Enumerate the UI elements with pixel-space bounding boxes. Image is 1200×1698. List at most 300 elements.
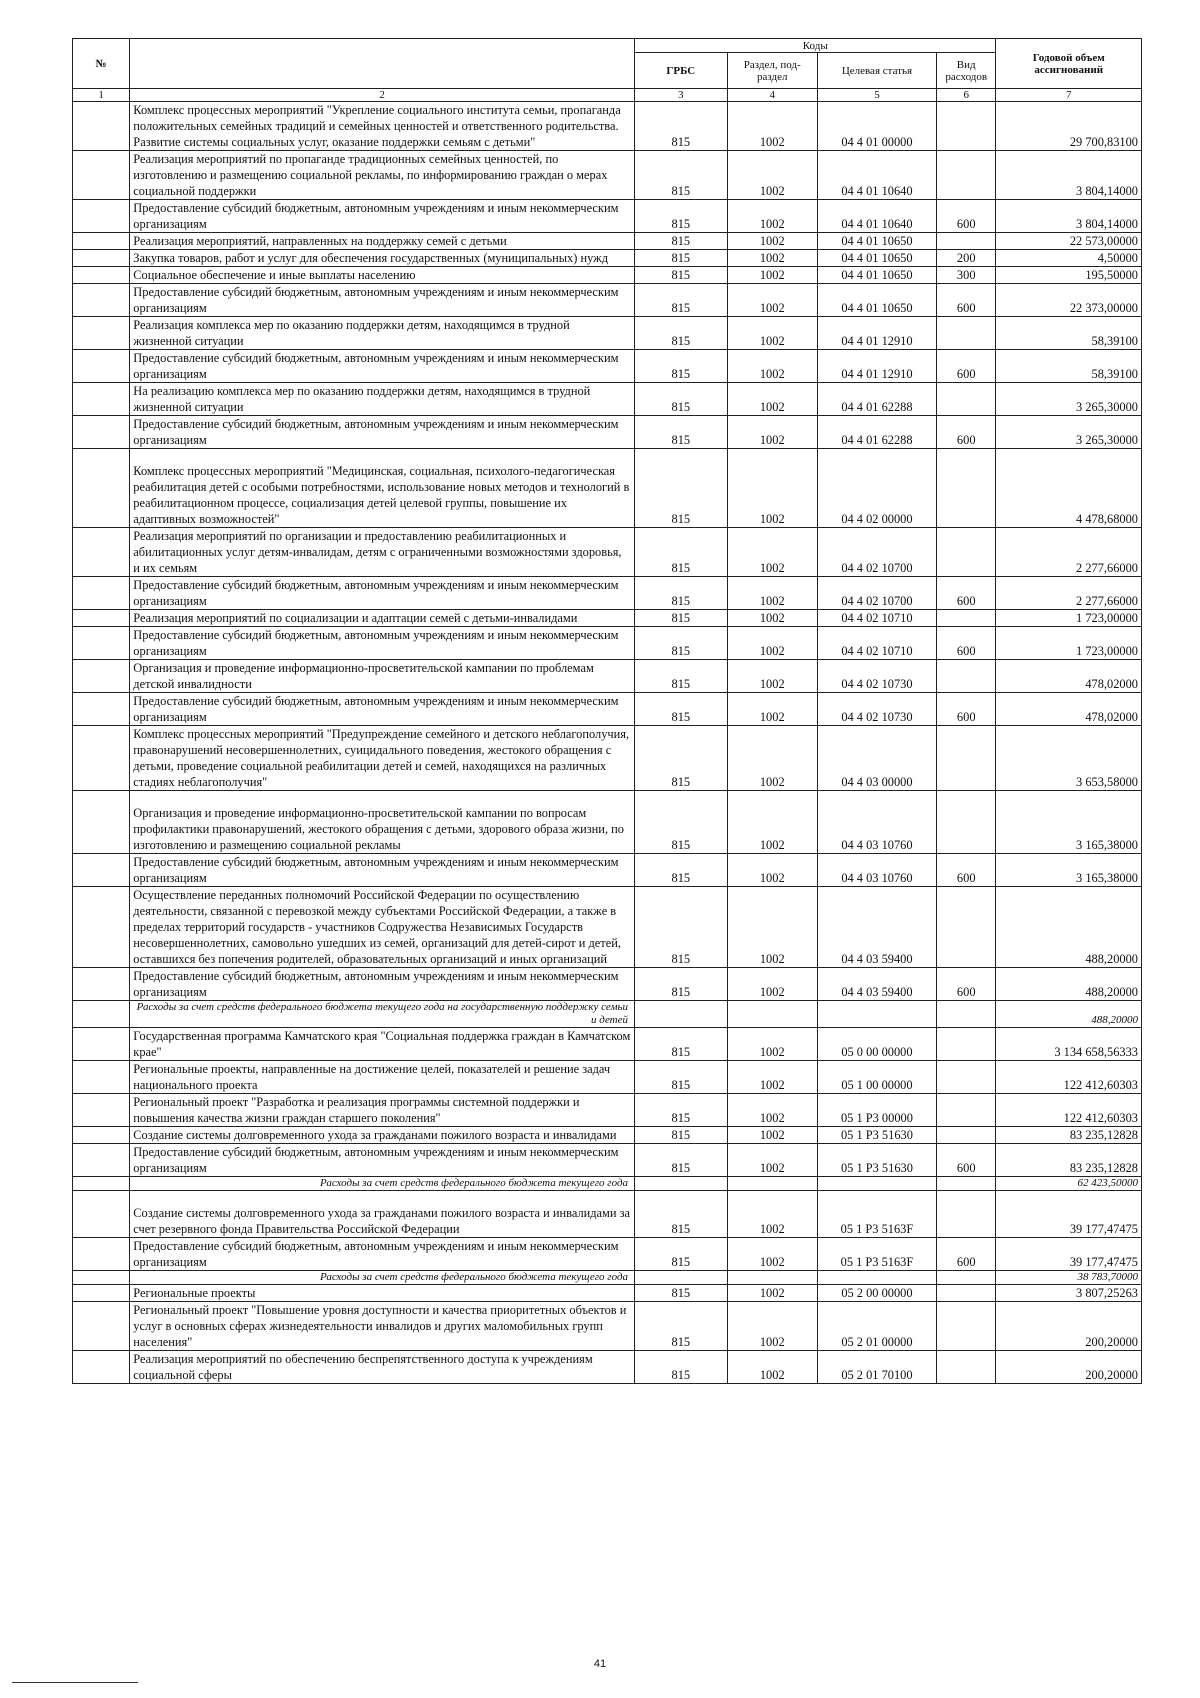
item-name: Комплекс процессных мероприятий "Укрепление социального института семьи, пропаганда положительных семейных традиций и семейных ценностей и ответственного родительства. Развитие системы социальных услуг, оказание поддержки семьям с детьми" [130,102,635,151]
table-row [73,1094,1142,1127]
expense-type-code [936,660,996,693]
target-code: 04 4 03 00000 [817,726,936,791]
item-name: Региональный проект "Разработка и реализация программы системной поддержки и повышения качества жизни граждан старшего поколения" [130,1094,635,1127]
expense-type-code [936,1127,996,1144]
section-code [727,1177,817,1191]
table-row [73,449,1142,528]
grbs-code: 815 [635,693,728,726]
annual-header: Годовой объем ассигнований [996,39,1142,89]
item-name: Социальное обеспечение и иные выплаты населению [130,267,635,284]
amount: 3 804,14000 [996,200,1142,233]
grbs-code [635,1271,728,1285]
amount: 3 165,38000 [996,791,1142,854]
amount: 195,50000 [996,267,1142,284]
row-number-cell [73,1191,130,1238]
table-row [73,233,1142,250]
table-row [73,968,1142,1001]
target-code: 05 2 01 00000 [817,1302,936,1351]
row-number-cell [73,1285,130,1302]
amount: 39 177,47475 [996,1238,1142,1271]
amount: 3 134 658,56333 [996,1028,1142,1061]
table-row [73,250,1142,267]
grbs-code: 815 [635,1191,728,1238]
item-name: Реализация мероприятий, направленных на поддержку семей с детьми [130,233,635,250]
expense-type-code [936,528,996,577]
amount: 83 235,12828 [996,1144,1142,1177]
amount: 3 165,38000 [996,854,1142,887]
expense-type-code [936,1061,996,1094]
grbs-code: 815 [635,660,728,693]
row-number-cell [73,791,130,854]
expense-type-code [936,1094,996,1127]
codes-header: Коды [635,39,996,53]
item-name: Организация и проведение информационно-просветительской кампании по вопросам профилактики правонарушений, жестокого обращения с детьми, здорового образа жизни, по изготовлению и размещению социальной рекламы [130,791,635,854]
expense-type-code [936,383,996,416]
expense-type-code [936,726,996,791]
expense-type-code: 600 [936,968,996,1001]
expense-type-code [936,610,996,627]
row-number-cell [73,1061,130,1094]
item-name: Региональные проекты [130,1285,635,1302]
col-num-header: № [73,39,130,89]
budget-table [72,38,1142,1384]
row-number-cell [73,1001,130,1028]
row-number-cell [73,854,130,887]
row-number-cell [73,1177,130,1191]
grbs-code: 815 [635,528,728,577]
note-row [73,1177,1142,1191]
section-code: 1002 [727,416,817,449]
amount: 488,20000 [996,887,1142,968]
table-row [73,528,1142,577]
expense-type-code: 600 [936,854,996,887]
section-code: 1002 [727,693,817,726]
amount: 122 412,60303 [996,1094,1142,1127]
section-header: Раздел, под-раздел [727,53,817,89]
section-code: 1002 [727,1351,817,1384]
item-name: Предоставление субсидий бюджетным, автономным учреждениям и иным некоммерческим организациям [130,350,635,383]
item-name: Комплекс процессных мероприятий "Предупреждение семейного и детского неблагополучия, правонарушений несовершеннолетних, суицидального поведения, жестокого обращения с детьми, проведение социальной реабилитации детей и семей, находящихся на различных стадиях неблагополучия" [130,726,635,791]
grbs-code: 815 [635,1285,728,1302]
grbs-code: 815 [635,284,728,317]
target-code: 04 4 01 10640 [817,200,936,233]
amount: 3 265,30000 [996,416,1142,449]
item-name: Организация и проведение информационно-просветительской кампании по проблемам детской инвалидности [130,660,635,693]
expense-type-code [936,1191,996,1238]
expense-type-code [936,233,996,250]
target-code: 04 4 01 10650 [817,267,936,284]
expense-type-code [936,1351,996,1384]
amount: 58,39100 [996,317,1142,350]
grbs-code: 815 [635,887,728,968]
amount: 29 700,83100 [996,102,1142,151]
target-code: 05 1 P3 5163F [817,1191,936,1238]
target-code: 04 4 02 10730 [817,660,936,693]
item-name: Реализация мероприятий по социализации и адаптации семей с детьми-инвалидами [130,610,635,627]
table-row [73,1238,1142,1271]
target-code: 04 4 01 00000 [817,102,936,151]
column-number: 6 [936,89,996,102]
row-number-cell [73,1127,130,1144]
target-code: 05 1 P3 51630 [817,1127,936,1144]
row-number-cell [73,528,130,577]
section-code: 1002 [727,1127,817,1144]
amount: 3 653,58000 [996,726,1142,791]
table-row [73,1127,1142,1144]
amount: 200,20000 [996,1302,1142,1351]
table-row [73,1028,1142,1061]
expense-type-code: 600 [936,350,996,383]
item-name: Создание системы долговременного ухода за гражданами пожилого возраста и инвалидами [130,1127,635,1144]
column-number: 4 [727,89,817,102]
item-name: Комплекс процессных мероприятий "Медицинская, социальная, психолого-педагогическая реабилитация детей с особыми потребностями, использование новых методов и технологий в реабилитационном процессе, социализация детей целевой группы, повышение их адаптивных возможностей" [130,449,635,528]
item-name: Региональные проекты, направленные на достижение целей, показателей и решение задач национального проекта [130,1061,635,1094]
grbs-code: 815 [635,102,728,151]
grbs-code: 815 [635,1238,728,1271]
target-code: 04 4 01 10650 [817,284,936,317]
section-code: 1002 [727,250,817,267]
section-code: 1002 [727,449,817,528]
target-code: 05 1 00 00000 [817,1061,936,1094]
table-row [73,887,1142,968]
section-code: 1002 [727,350,817,383]
expense-type-code [936,102,996,151]
grbs-code: 815 [635,449,728,528]
table-row [73,151,1142,200]
item-name: Предоставление субсидий бюджетным, автономным учреждениям и иным некоммерческим организациям [130,627,635,660]
section-code: 1002 [727,854,817,887]
section-code: 1002 [727,660,817,693]
expense-type-code: 600 [936,1144,996,1177]
column-number: 1 [73,89,130,102]
section-code: 1002 [727,383,817,416]
expense-type-code [936,887,996,968]
footer-rule [12,1682,138,1683]
target-code: 04 4 01 12910 [817,317,936,350]
table-row [73,854,1142,887]
row-number-cell [73,250,130,267]
row-number-cell [73,968,130,1001]
row-number-cell [73,151,130,200]
amount: 122 412,60303 [996,1061,1142,1094]
expense-type-code [936,1285,996,1302]
table-row [73,1061,1142,1094]
row-number-cell [73,267,130,284]
table-row [73,693,1142,726]
item-name: Реализация мероприятий по обеспечению беспрепятственного доступа к учреждениям социальной сферы [130,1351,635,1384]
amount: 22 373,00000 [996,284,1142,317]
expense-type-header: Вид расходов [936,53,996,89]
grbs-code: 815 [635,250,728,267]
amount: 2 277,66000 [996,577,1142,610]
expense-type-code [936,1177,996,1191]
section-code: 1002 [727,726,817,791]
amount: 38 783,70000 [996,1271,1142,1285]
grbs-code: 815 [635,1351,728,1384]
section-code: 1002 [727,791,817,854]
page-number: 41 [593,1658,607,1670]
table-row [73,726,1142,791]
col-name-header [130,39,635,89]
column-numbers-row [73,89,1142,102]
target-code: 04 4 01 62288 [817,383,936,416]
target-code: 04 4 02 10700 [817,528,936,577]
row-number-cell [73,102,130,151]
note-row [73,1271,1142,1285]
section-code: 1002 [727,610,817,627]
expense-type-code [936,449,996,528]
expense-type-code: 600 [936,627,996,660]
item-name: Региональный проект "Повышение уровня доступности и качества приоритетных объектов и услуг в основных сферах жизнедеятельности инвалидов и других маломобильных групп населения" [130,1302,635,1351]
target-code: 04 4 03 59400 [817,968,936,1001]
target-code: 04 4 01 10650 [817,233,936,250]
expense-type-code [936,791,996,854]
grbs-code: 815 [635,200,728,233]
expense-type-code: 600 [936,1238,996,1271]
row-number-cell [73,284,130,317]
section-code: 1002 [727,1238,817,1271]
table-row [73,660,1142,693]
target-code: 04 4 03 10760 [817,791,936,854]
row-number-cell [73,1302,130,1351]
budget-table-body [73,102,1142,1384]
expense-type-code [936,151,996,200]
row-number-cell [73,233,130,250]
row-number-cell [73,449,130,528]
amount: 3 804,14000 [996,151,1142,200]
amount: 488,20000 [996,1001,1142,1028]
table-row [73,350,1142,383]
row-number-cell [73,1271,130,1285]
table-row [73,577,1142,610]
note-row [73,1001,1142,1028]
section-code: 1002 [727,233,817,250]
grbs-code [635,1177,728,1191]
item-name: Предоставление субсидий бюджетным, автономным учреждениям и иным некоммерческим организациям [130,1144,635,1177]
target-code: 04 4 01 62288 [817,416,936,449]
expense-type-code: 600 [936,416,996,449]
grbs-code: 815 [635,233,728,250]
amount: 2 277,66000 [996,528,1142,577]
column-number: 7 [996,89,1142,102]
row-number-cell [73,887,130,968]
grbs-code: 815 [635,350,728,383]
table-row [73,1144,1142,1177]
section-code: 1002 [727,1191,817,1238]
grbs-code: 815 [635,791,728,854]
target-code: 04 4 02 10730 [817,693,936,726]
section-code: 1002 [727,1061,817,1094]
expense-type-code [936,1302,996,1351]
target-code: 05 1 P3 00000 [817,1094,936,1127]
item-name: Предоставление субсидий бюджетным, автономным учреждениям и иным некоммерческим организациям [130,854,635,887]
row-number-cell [73,627,130,660]
row-number-cell [73,416,130,449]
item-name: Государственная программа Камчатского края "Социальная поддержка граждан в Камчатском крае" [130,1028,635,1061]
table-row [73,1285,1142,1302]
target-code: 04 4 02 10710 [817,627,936,660]
section-code: 1002 [727,1144,817,1177]
amount: 478,02000 [996,693,1142,726]
grbs-code: 815 [635,577,728,610]
expense-type-code [936,1028,996,1061]
section-code: 1002 [727,284,817,317]
expense-type-code: 600 [936,284,996,317]
expense-type-code: 600 [936,693,996,726]
item-name: На реализацию комплекса мер по оказанию поддержки детям, находящимся в трудной жизненной ситуации [130,383,635,416]
grbs-code: 815 [635,416,728,449]
section-code: 1002 [727,1028,817,1061]
section-code: 1002 [727,577,817,610]
target-code: 04 4 01 10650 [817,250,936,267]
table-row [73,200,1142,233]
target-code: 05 1 P3 5163F [817,1238,936,1271]
column-number: 3 [635,89,728,102]
row-number-cell [73,660,130,693]
section-code: 1002 [727,887,817,968]
target-code: 04 4 01 12910 [817,350,936,383]
expense-type-code [936,317,996,350]
grbs-code: 815 [635,1028,728,1061]
item-name: Создание системы долговременного ухода за гражданами пожилого возраста и инвалидами за счет резервного фонда Правительства Российской Федерации [130,1191,635,1238]
expense-type-code: 300 [936,267,996,284]
section-code: 1002 [727,528,817,577]
item-name: Предоставление субсидий бюджетным, автономным учреждениям и иным некоммерческим организациям [130,693,635,726]
grbs-code: 815 [635,1094,728,1127]
target-code: 04 4 02 10700 [817,577,936,610]
grbs-code: 815 [635,854,728,887]
grbs-code: 815 [635,1061,728,1094]
amount: 83 235,12828 [996,1127,1142,1144]
grbs-code: 815 [635,610,728,627]
expense-type-code [936,1001,996,1028]
target-code: 04 4 02 10710 [817,610,936,627]
section-code [727,1271,817,1285]
row-number-cell [73,1144,130,1177]
table-row [73,416,1142,449]
grbs-code: 815 [635,627,728,660]
amount: 4 478,68000 [996,449,1142,528]
budget-sheet [72,38,1142,1384]
amount: 58,39100 [996,350,1142,383]
item-name: Предоставление субсидий бюджетным, автономным учреждениям и иным некоммерческим организациям [130,416,635,449]
amount: 1 723,00000 [996,610,1142,627]
grbs-code: 815 [635,151,728,200]
section-code: 1002 [727,1285,817,1302]
section-code: 1002 [727,151,817,200]
table-row [73,317,1142,350]
section-code: 1002 [727,1302,817,1351]
target-code: 05 0 00 00000 [817,1028,936,1061]
item-name: Предоставление субсидий бюджетным, автономным учреждениям и иным некоммерческим организациям [130,1238,635,1271]
section-code: 1002 [727,968,817,1001]
row-number-cell [73,693,130,726]
target-code [817,1271,936,1285]
row-number-cell [73,317,130,350]
table-row [73,1191,1142,1238]
target-code: 04 4 03 10760 [817,854,936,887]
table-row [73,383,1142,416]
item-name: Реализация мероприятий по пропаганде традиционных семейных ценностей, по изготовлению и размещению социальной рекламы, по информированию граждан о мерах социальной поддержки [130,151,635,200]
target-code: 05 1 P3 51630 [817,1144,936,1177]
expense-type-code [936,1271,996,1285]
expense-type-code: 200 [936,250,996,267]
table-row [73,267,1142,284]
item-name: Расходы за счет средств федерального бюджета текущего года [130,1271,635,1285]
section-code: 1002 [727,1094,817,1127]
expense-type-code: 600 [936,200,996,233]
row-number-cell [73,1238,130,1271]
target-code [817,1177,936,1191]
table-row [73,284,1142,317]
grbs-code: 815 [635,1302,728,1351]
target-code: 04 4 01 10640 [817,151,936,200]
amount: 3 265,30000 [996,383,1142,416]
target-header: Целевая статья [817,53,936,89]
column-number: 5 [817,89,936,102]
item-name: Расходы за счет средств федерального бюджета текущего года на государственную поддержку семьи и детей [130,1001,635,1028]
table-row [73,1351,1142,1384]
amount: 1 723,00000 [996,627,1142,660]
amount: 478,02000 [996,660,1142,693]
table-row [73,791,1142,854]
grbs-header: ГРБС [635,53,728,89]
row-number-cell [73,200,130,233]
section-code: 1002 [727,267,817,284]
table-row [73,610,1142,627]
row-number-cell [73,726,130,791]
row-number-cell [73,610,130,627]
item-name: Предоставление субсидий бюджетным, автономным учреждениям и иным некоммерческим организациям [130,577,635,610]
amount: 3 807,25263 [996,1285,1142,1302]
row-number-cell [73,1028,130,1061]
item-name: Расходы за счет средств федерального бюджета текущего года [130,1177,635,1191]
item-name: Предоставление субсидий бюджетным, автономным учреждениям и иным некоммерческим организациям [130,968,635,1001]
expense-type-code: 600 [936,577,996,610]
row-number-cell [73,350,130,383]
section-code: 1002 [727,102,817,151]
target-code: 05 2 00 00000 [817,1285,936,1302]
item-name: Осуществление переданных полномочий Российской Федерации по осуществлению деятельности, связанной с перевозкой между субъектами Российской Федерации, а также в пределах территорий государств - участников Содружества Независимых Государств несовершеннолетних, самовольно ушедших из семей, организаций для детей-сирот и детей, оставшихся без попечения родителей, образовательных организаций и иных организаций [130,887,635,968]
amount: 488,20000 [996,968,1142,1001]
target-code: 04 4 02 00000 [817,449,936,528]
row-number-cell [73,1351,130,1384]
section-code: 1002 [727,317,817,350]
item-name: Реализация мероприятий по организации и предоставлению реабилитационных и абилитационных услуг детям-инвалидам, детям с ограниченными возможностями здоровья, и их семьям [130,528,635,577]
table-row [73,102,1142,151]
target-code [817,1001,936,1028]
row-number-cell [73,383,130,416]
target-code: 04 4 03 59400 [817,887,936,968]
amount: 4,50000 [996,250,1142,267]
section-code: 1002 [727,200,817,233]
grbs-code: 815 [635,1127,728,1144]
amount: 22 573,00000 [996,233,1142,250]
row-number-cell [73,1094,130,1127]
table-row [73,1302,1142,1351]
grbs-code: 815 [635,317,728,350]
item-name: Предоставление субсидий бюджетным, автономным учреждениям и иным некоммерческим организациям [130,284,635,317]
amount: 200,20000 [996,1351,1142,1384]
amount: 62 423,50000 [996,1177,1142,1191]
grbs-code: 815 [635,968,728,1001]
target-code: 05 2 01 70100 [817,1351,936,1384]
table-row [73,627,1142,660]
grbs-code [635,1001,728,1028]
row-number-cell [73,577,130,610]
grbs-code: 815 [635,726,728,791]
item-name: Предоставление субсидий бюджетным, автономным учреждениям и иным некоммерческим организациям [130,200,635,233]
